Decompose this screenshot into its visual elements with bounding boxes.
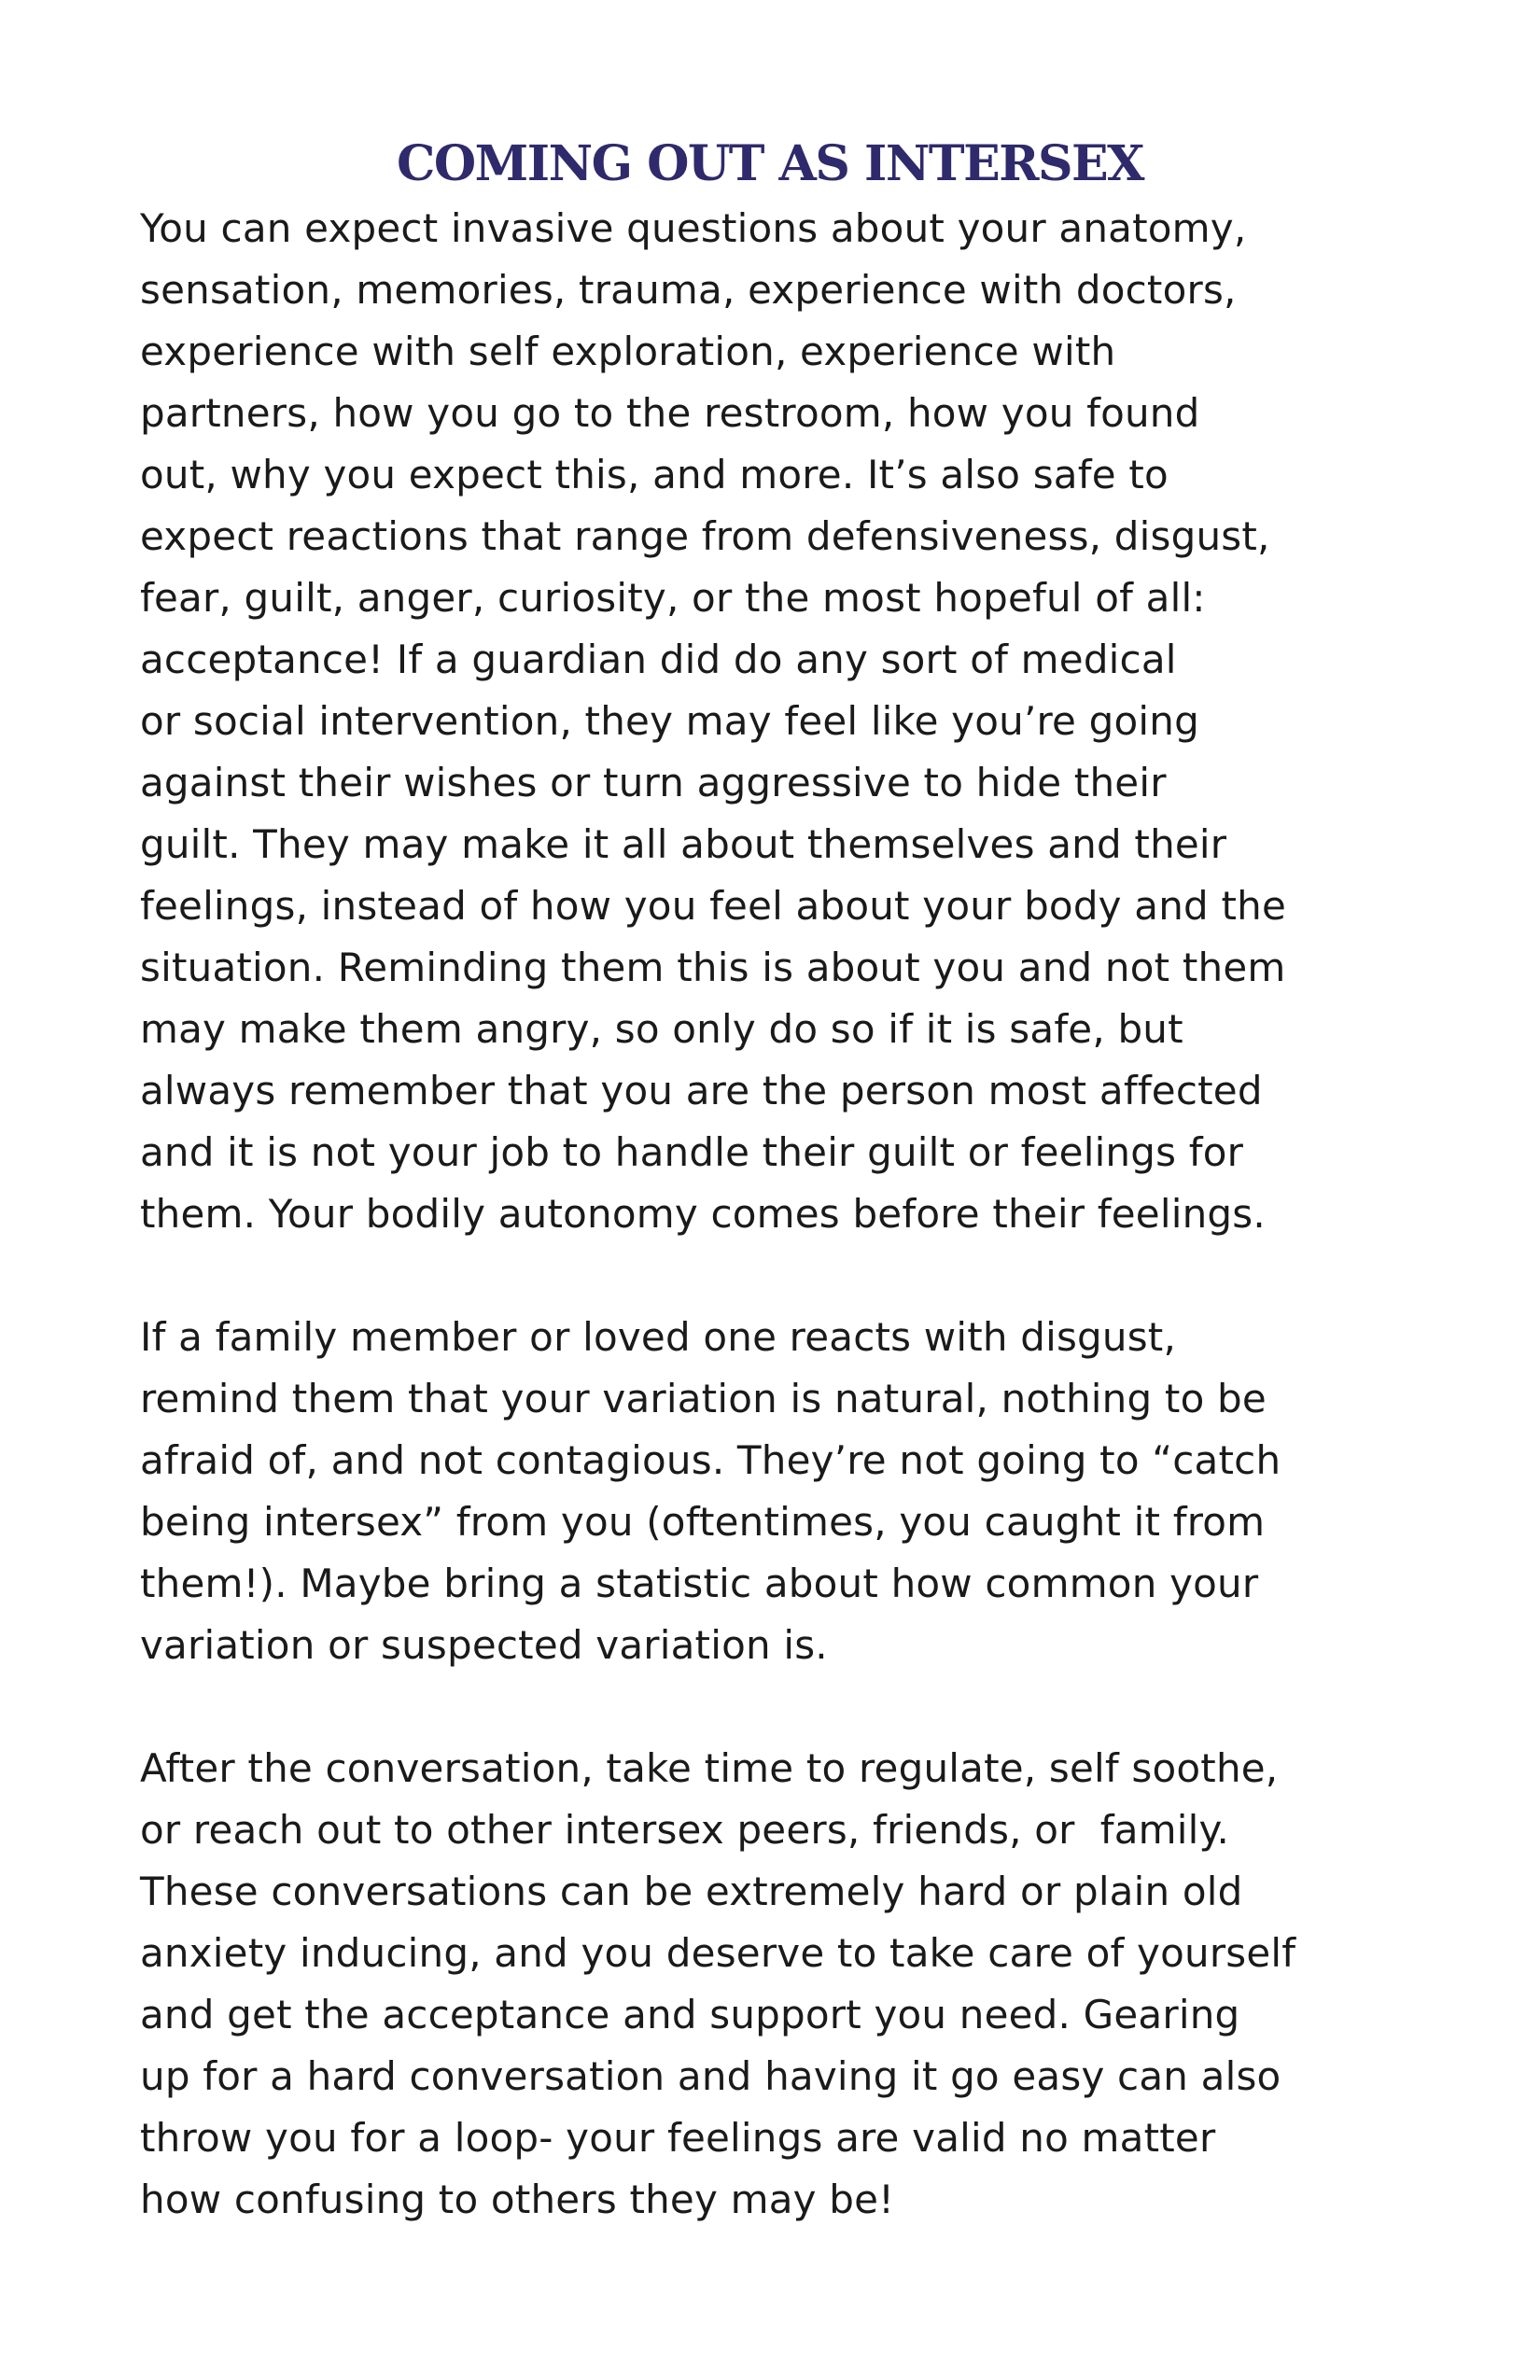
text-line: out, why you expect this, and more. It’s also safe to [140,452,1169,497]
text-line: sensation, memories, trauma, experience with doctors, [140,267,1237,313]
text-line: and it is not your job to handle their guilt or feelings for [140,1129,1244,1175]
text-line: against their wishes or turn aggressive to hide their [140,760,1167,805]
text-line: feelings, instead of how you feel about your body and the [140,883,1286,929]
text-line: and get the acceptance and support you need. Gearing [140,1992,1240,2037]
text-line: them. Your bodily autonomy comes before their feelings. [140,1191,1266,1237]
text-line: partners, how you go to the restroom, how you found [140,390,1200,436]
text-line: After the conversation, take time to regulate, self soothe, [140,1745,1279,1791]
paragraph-spacer [140,1676,1400,1738]
paragraph-disgust [140,1307,1400,1676]
text-line: or reach out to other intersex peers, friends, or family. [140,1807,1230,1853]
text-line: variation or suspected variation is. [140,1622,828,1668]
text-line: anxiety inducing, and you deserve to take care of yourself [140,1930,1296,1976]
text-line: remind them that your variation is natural, nothing to be [140,1376,1267,1421]
text-line: acceptance! If a guardian did do any sort of medical [140,637,1177,682]
text-line: These conversations can be extremely hard or plain old [140,1869,1243,1914]
text-line: experience with self exploration, experience with [140,329,1116,374]
text-line: how confusing to others they may be! [140,2177,895,2222]
text-line: guilt. They may make it all about themselves and their [140,821,1227,867]
text-line: may make them angry, so only do so if it is safe, but [140,1006,1183,1052]
text-line: You can expect invasive questions about your anatomy, [140,205,1247,251]
text-line: throw you for a loop- your feelings are valid no matter [140,2115,1216,2161]
text-line: always remember that you are the person most affected [140,1068,1263,1113]
paragraph-spacer [140,1245,1400,1307]
page-title: COMING OUT AS INTERSEX [397,135,1143,192]
text-line: fear, guilt, anger, curiosity, or the most hopeful of all: [140,575,1206,621]
text-line: being intersex” from you (oftentimes, you caught it from [140,1499,1266,1545]
text-line: or social intervention, they may feel like you’re going [140,698,1199,744]
text-line: them!). Maybe bring a statistic about how common your [140,1561,1259,1606]
text-line: If a family member or loved one reacts with disgust, [140,1314,1177,1360]
paragraph-expectations [140,198,1400,1245]
paragraph-after-conversation [140,1738,1400,2231]
text-line: up for a hard conversation and having it go easy can also [140,2053,1281,2099]
text-line: expect reactions that range from defensiveness, disgust, [140,513,1270,559]
text-line: afraid of, and not contagious. They’re not going to “catch [140,1437,1281,1483]
text-line: situation. Reminding them this is about you and not them [140,945,1286,990]
